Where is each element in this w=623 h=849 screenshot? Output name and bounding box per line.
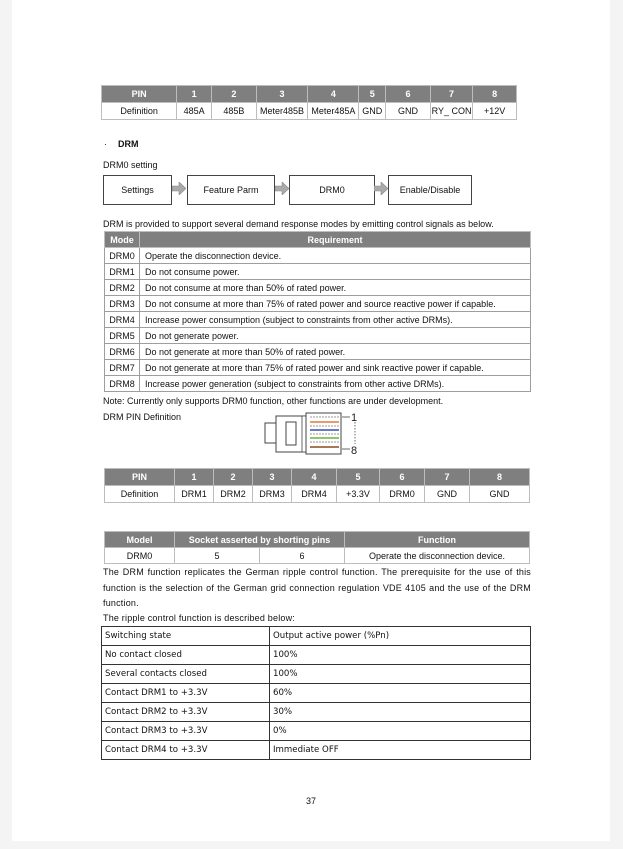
header-cell: 3 [256, 86, 308, 103]
section-heading [104, 139, 139, 149]
cell: Contact DRM2 to +3.3V [102, 703, 270, 722]
cell: DRM2 [214, 486, 253, 503]
table-row [105, 264, 531, 280]
arrow-right-icon [172, 182, 186, 195]
cell: DRM0 [380, 486, 425, 503]
cell: DRM4 [105, 312, 140, 328]
document-page [12, 0, 610, 841]
cell: Do not generate at more than 50% of rated power. [140, 344, 531, 360]
header-cell: 7 [430, 86, 473, 103]
header-cell: 2 [214, 469, 253, 486]
table-header-row [102, 627, 531, 646]
header-cell: 1 [175, 469, 214, 486]
cell: Meter485A [308, 103, 359, 120]
header-cell: 3 [253, 469, 292, 486]
cell: 30% [270, 703, 531, 722]
cell: Immediate OFF [270, 741, 531, 760]
cell: DRM0 [105, 248, 140, 264]
page-number: 37 [305, 796, 316, 806]
cell: Do not consume power. [140, 264, 531, 280]
cell: DRM1 [175, 486, 214, 503]
table-header-row [105, 232, 531, 248]
pin-definition-label: DRM PIN Definition [103, 412, 182, 422]
header-cell: 6 [386, 86, 431, 103]
cell: Increase power consumption (subject to constraints from other active DRMs). [140, 312, 531, 328]
table-row [102, 103, 517, 120]
cell: Operate the disconnection device. [345, 548, 530, 564]
cell: Do not generate power. [140, 328, 531, 344]
cell: 100% [270, 665, 531, 684]
header-cell: 6 [380, 469, 425, 486]
pin-label-last: 8 [351, 445, 358, 457]
cell: DRM3 [253, 486, 292, 503]
drm0-setting-label: DRM0 setting [103, 160, 158, 170]
cell: Definition [102, 103, 177, 120]
cell: DRM2 [105, 280, 140, 296]
cell: 60% [270, 684, 531, 703]
header-cell: 1 [177, 86, 212, 103]
cell: Several contacts closed [102, 665, 270, 684]
section-title: DRM [118, 139, 139, 149]
cell: Operate the disconnection device. [140, 248, 531, 264]
cell: DRM6 [105, 344, 140, 360]
cell: Contact DRM3 to +3.3V [102, 722, 270, 741]
cell: Do not generate at more than 75% of rated power and sink reactive power if capable. [140, 360, 531, 376]
table-header-row [105, 469, 530, 486]
cell: 5 [175, 548, 260, 564]
cell: GND [470, 486, 530, 503]
arrow-right-icon [275, 182, 289, 195]
cell: Increase power generation (subject to constraints from other active DRMs). [140, 376, 531, 392]
cell: GND [386, 103, 431, 120]
header-cell: 7 [425, 469, 470, 486]
header-cell: Requirement [140, 232, 531, 248]
cell: 100% [270, 646, 531, 665]
pin-table-drm [104, 468, 530, 503]
model-table [104, 531, 530, 564]
cell: 6 [260, 548, 345, 564]
table-row [102, 722, 531, 741]
table-row [105, 296, 531, 312]
cell: 485B [212, 103, 257, 120]
cell: GND [425, 486, 470, 503]
header-cell: 5 [359, 86, 386, 103]
table-row [105, 312, 531, 328]
note-text: Note: Currently only supports DRM0 function, other functions are under development. [103, 396, 444, 406]
cell: DRM8 [105, 376, 140, 392]
table-row [105, 486, 530, 503]
header-cell: 4 [308, 86, 359, 103]
cell: Do not consume at more than 75% of rated power and source reactive power if capable. [140, 296, 531, 312]
flow-step-settings: Settings [103, 175, 172, 205]
table-row [105, 280, 531, 296]
header-cell: Mode [105, 232, 140, 248]
cell: Meter485B [256, 103, 308, 120]
arrow-right-icon [374, 182, 388, 195]
header-cell: PIN [102, 86, 177, 103]
table-row [102, 684, 531, 703]
header-cell: 8 [473, 86, 517, 103]
table-row [102, 741, 531, 760]
cell: Contact DRM1 to +3.3V [102, 684, 270, 703]
header-cell: Model [105, 532, 175, 548]
table-row [105, 360, 531, 376]
table-row [105, 548, 530, 564]
flow-step-enable-disable: Enable/Disable [388, 175, 472, 205]
ripple-control-table [101, 626, 531, 760]
table-row [102, 665, 531, 684]
table-row [102, 703, 531, 722]
cell: DRM4 [292, 486, 337, 503]
cell: DRM0 [105, 548, 175, 564]
cell: +3.3V [337, 486, 380, 503]
header-cell: 4 [292, 469, 337, 486]
table-row [105, 248, 531, 264]
cell: DRM3 [105, 296, 140, 312]
header-cell: Socket asserted by shorting pins [175, 532, 345, 548]
header-cell: Switching state [102, 627, 270, 646]
cell: DRM7 [105, 360, 140, 376]
flow-step-feature-parm: Feature Parm [187, 175, 275, 205]
cell: +12V [473, 103, 517, 120]
header-cell: 2 [212, 86, 257, 103]
cell: GND [359, 103, 386, 120]
cell: Definition [105, 486, 175, 503]
cell: Do not consume at more than 50% of rated power. [140, 280, 531, 296]
header-cell: 8 [470, 469, 530, 486]
table-header-row [105, 532, 530, 548]
header-cell: PIN [105, 469, 175, 486]
header-cell: Output active power (%Pn) [270, 627, 531, 646]
pin-table-rs485 [101, 85, 517, 120]
drm-intro-text: DRM is provided to support several demand response modes by emitting control signals as below. [103, 219, 494, 229]
ripple-paragraph: The DRM function replicates the German ripple control function. The prerequisite for the use of this function is the selection of the German grid connection regulation VDE 4105 and the use of the DRM function. [103, 567, 531, 608]
table-header-row [102, 86, 517, 103]
table-row [102, 646, 531, 665]
cell: DRM5 [105, 328, 140, 344]
drm-modes-table [104, 231, 531, 392]
cell: No contact closed [102, 646, 270, 665]
pin-label-first: 1 [351, 412, 358, 424]
ripple-intro-text: The ripple control function is described below: [103, 613, 295, 623]
header-cell: Function [345, 532, 530, 548]
cell: RY_ CON [430, 103, 473, 120]
bullet: · [104, 139, 107, 149]
cell: DRM1 [105, 264, 140, 280]
cell: 485A [177, 103, 212, 120]
cell: Contact DRM4 to +3.3V [102, 741, 270, 760]
table-row [105, 376, 531, 392]
flow-step-drm0: DRM0 [289, 175, 375, 205]
cell: 0% [270, 722, 531, 741]
table-row [105, 328, 531, 344]
table-row [105, 344, 531, 360]
rj45-connector-icon [264, 411, 374, 461]
header-cell: 5 [337, 469, 380, 486]
